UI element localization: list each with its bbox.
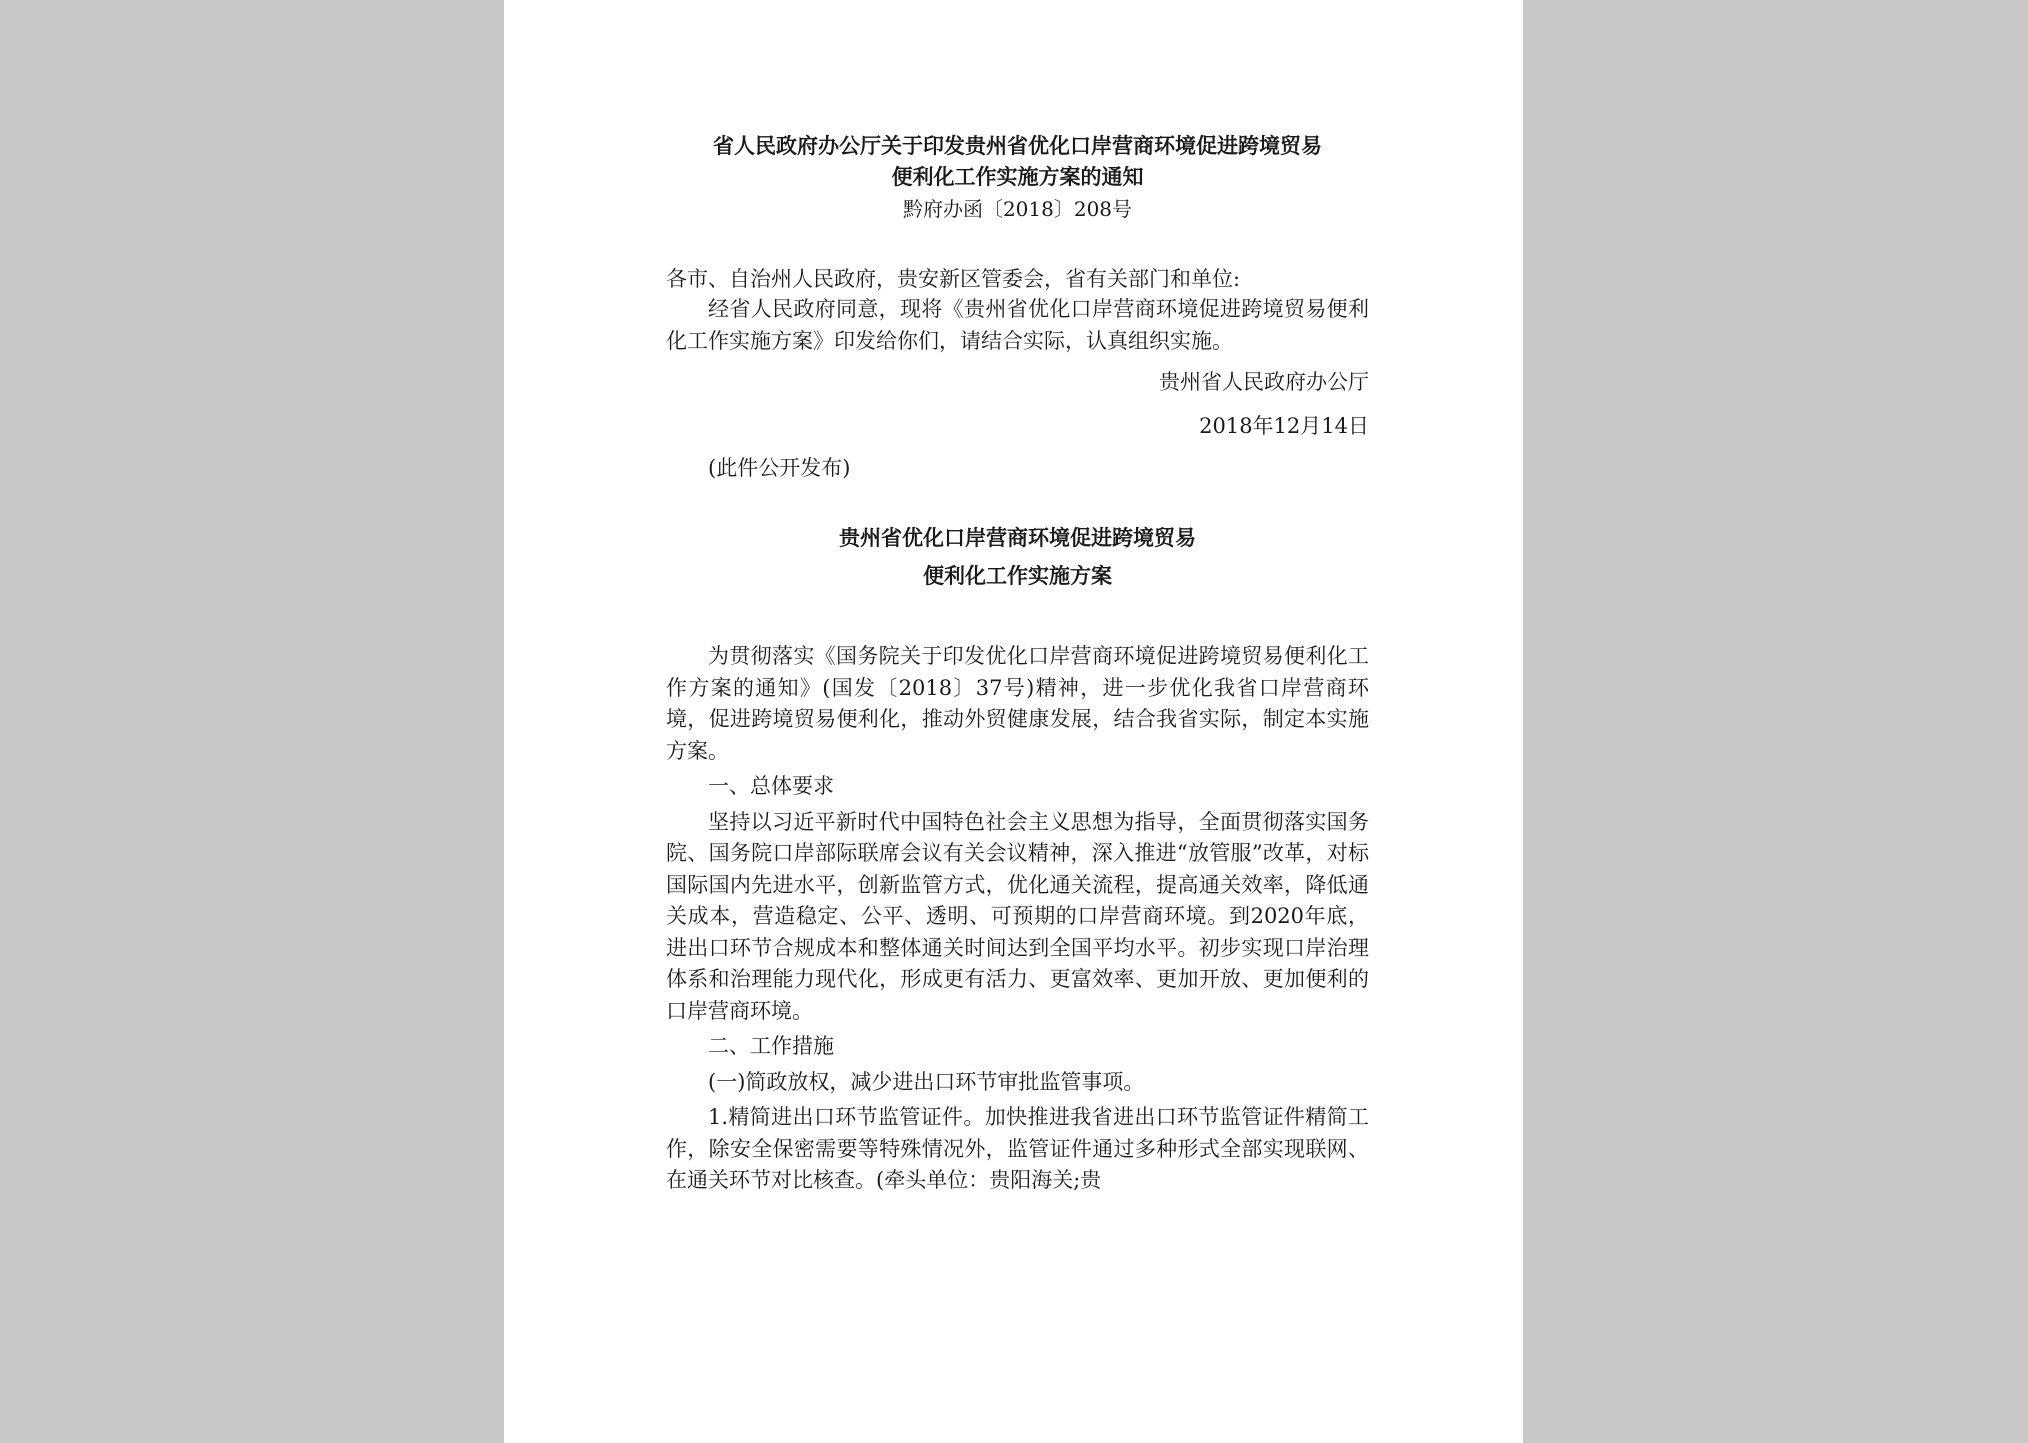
notice-title-line-2: 便利化工作实施方案的通知 [891, 164, 1144, 189]
plan-title [666, 519, 1369, 595]
notice-title-line-1: 省人民政府办公厅关于印发贵州省优化口岸营商环境促进跨境贸易 [713, 133, 1322, 158]
public-note: (此件公开发布) [708, 456, 851, 480]
document-content [666, 130, 1369, 1197]
section-body-general-requirements: 坚持以习近平新时代中国特色社会主义思想为指导，全面贯彻落实国务院、国务院口岸部际联席会议有关会议精神，深入推进“放管服”改革，对标国际国内先进水平，创新监管方式，优化通关流程，提高通关效率，降低通关成本，营造稳定、公平、透明、可预期的口岸营商环境。到2020年底，进出口环节合规成本和整体通关时间达到全国平均水平。初步实现口岸治理体系和治理能力现代化，形成更有活力、更富效率、更加开放、更加便利的口岸营商环境。 [666, 809, 1369, 1023]
plan-body [666, 641, 1369, 1197]
notice-body: 经省人民政府同意，现将《贵州省优化口岸营商环境促进跨境贸易便利化工作实施方案》印发给你们，请结合实际，认真组织实施。 [666, 297, 1369, 353]
issuer: 贵州省人民政府办公厅 [1159, 370, 1369, 394]
section-heading-general-requirements: 一、总体要求 [708, 774, 834, 798]
addressee: 各市、自治州人民政府，贵安新区管委会，省有关部门和单位: [666, 267, 1241, 291]
plan-title-line-1: 贵州省优化口岸营商环境促进跨境贸易 [839, 525, 1196, 550]
document-number: 黔府办函〔2018〕208号 [902, 197, 1133, 221]
section-heading-work-measures: 二、工作措施 [708, 1034, 834, 1058]
document-page [504, 0, 1523, 1443]
plan-intro: 为贯彻落实《国务院关于印发优化口岸营商环境促进跨境贸易便利化工作方案的通知》(国发〔2018〕37号)精神，进一步优化我省口岸营商环境，促进跨境贸易便利化，推动外贸健康发展，结合我省实际，制定本实施方案。 [666, 644, 1369, 763]
notice-title [666, 130, 1369, 192]
item-1: 1.精简进出口环节监管证件。加快推进我省进出口环节监管证件精简工作，除安全保密需要等特殊情况外，监管证件通过多种形式全部实现联网、在通关环节对比核查。(牵头单位：贵阳海关;贵 [666, 1105, 1369, 1192]
issue-date: 2018年12月14日 [1199, 414, 1369, 438]
plan-title-line-2: 便利化工作实施方案 [923, 563, 1112, 588]
subsection-heading-1: (一)简政放权，减少进出口环节审批监管事项。 [708, 1069, 1145, 1094]
